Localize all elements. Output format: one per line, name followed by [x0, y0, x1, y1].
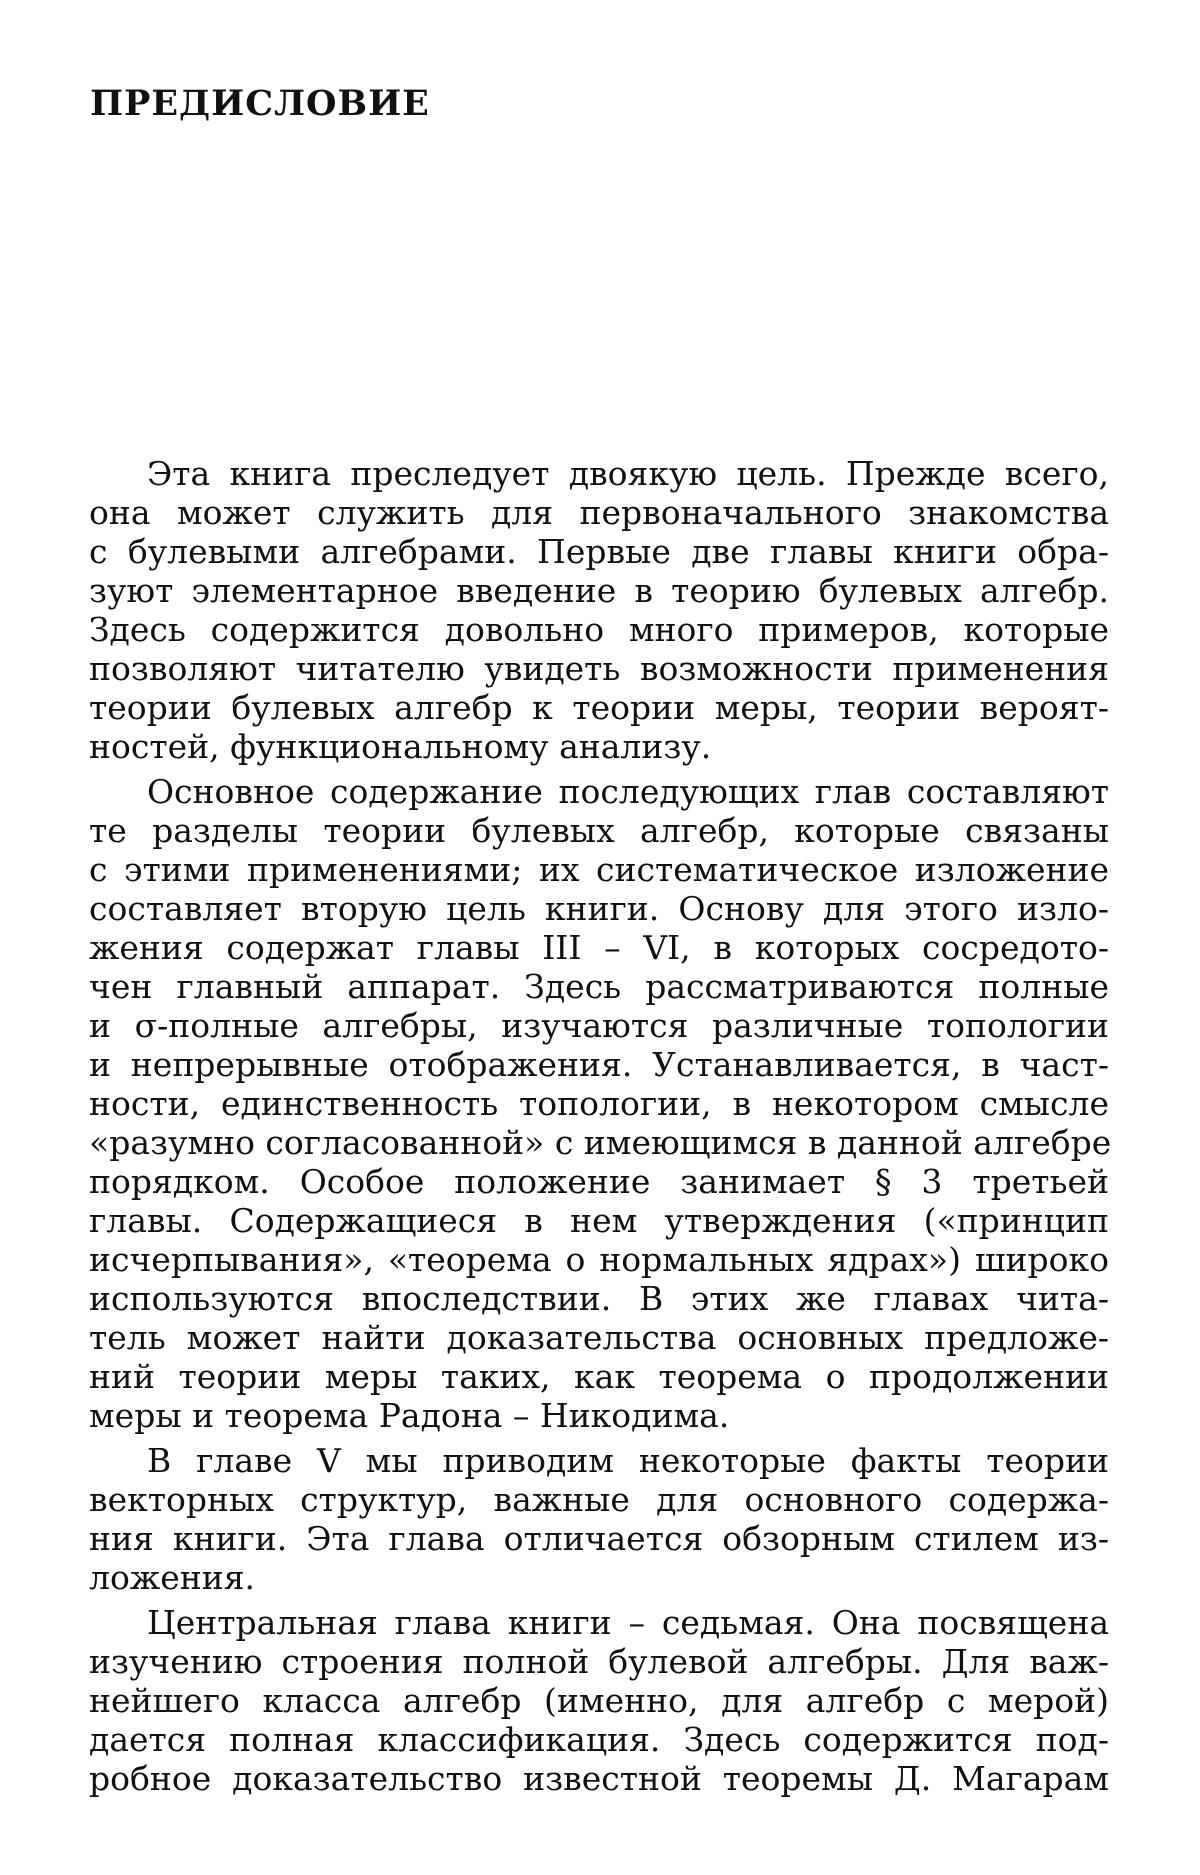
text-line: «разумно согласованной» с имеющимся в данной алгебре	[89, 1123, 1112, 1162]
text-line: она может служить для первоначального знакомства	[89, 493, 1109, 532]
paragraph	[89, 1441, 1109, 1597]
text-line: векторных структур, важные для основного содержа-	[89, 1480, 1109, 1519]
paragraph	[89, 1603, 1109, 1798]
text-line: с этими применениями; их систематическое изложение	[89, 850, 1109, 889]
text-line: чен главный аппарат. Здесь рассматриваются полные	[89, 967, 1109, 1006]
paragraph	[89, 454, 1109, 766]
text-line: робное доказательство известной теоремы Д. Магарам	[89, 1759, 1109, 1798]
text-line: Эта книга преследует двоякую цель. Прежде всего,	[147, 454, 1109, 493]
text-line: В главе V мы приводим некоторые факты теории	[147, 1441, 1109, 1480]
text-line: Основное содержание последующих глав составляют	[147, 772, 1109, 811]
text-line: Здесь содержится довольно много примеров, которые	[89, 610, 1109, 649]
text-line: ния книги. Эта глава отличается обзорным стилем из-	[89, 1519, 1109, 1558]
text-line: ности, единственность топологии, в некотором смысле	[89, 1084, 1109, 1123]
text-line: дается полная классификация. Здесь содержится под-	[89, 1720, 1109, 1759]
text-line: меры и теорема Радона – Никодима.	[89, 1396, 730, 1435]
paragraph	[89, 772, 1112, 1435]
text-line: нейшего класса алгебр (именно, для алгебр с мерой)	[89, 1681, 1109, 1720]
text-line: те разделы теории булевых алгебр, которые связаны	[89, 811, 1109, 850]
text-line: позволяют читателю увидеть возможности применения	[89, 649, 1109, 688]
text-line: составляет вторую цель книги. Основу для этого изло-	[89, 889, 1109, 928]
text-line: ностей, функциональному анализу.	[89, 727, 712, 766]
text-line: Центральная глава книги – седьмая. Она посвящена	[147, 1603, 1109, 1642]
text-line: исчерпывания», «теорема о нормальных ядрах») широко	[89, 1240, 1109, 1279]
text-line: зуют элементарное введение в теорию булевых алгебр.	[89, 571, 1109, 610]
text-line: порядком. Особое положение занимает § 3 третьей	[89, 1162, 1109, 1201]
text-line: и σ-полные алгебры, изучаются различные топологии	[89, 1006, 1109, 1045]
text-line: используются впоследствии. В этих же главах чита-	[89, 1279, 1109, 1318]
text-line: тель может найти доказательства основных предложе-	[89, 1318, 1109, 1357]
preface-text	[89, 454, 1112, 1798]
text-line: изучению строения полной булевой алгебры. Для важ-	[89, 1642, 1109, 1681]
text-line: жения содержат главы III – VI, в которых сосредото-	[89, 928, 1109, 967]
text-line: ложения.	[89, 1558, 256, 1597]
page-title: ПРЕДИСЛОВИЕ	[90, 83, 430, 124]
text-line: теории булевых алгебр к теории меры, теории вероят-	[89, 688, 1109, 727]
text-line: и непрерывные отображения. Устанавливается, в част-	[89, 1045, 1109, 1084]
text-line: главы. Содержащиеся в нем утверждения («принцип	[89, 1201, 1109, 1240]
text-line: ний теории меры таких, как теорема о продолжении	[89, 1357, 1109, 1396]
text-line: с булевыми алгебрами. Первые две главы книги обра-	[89, 532, 1109, 571]
